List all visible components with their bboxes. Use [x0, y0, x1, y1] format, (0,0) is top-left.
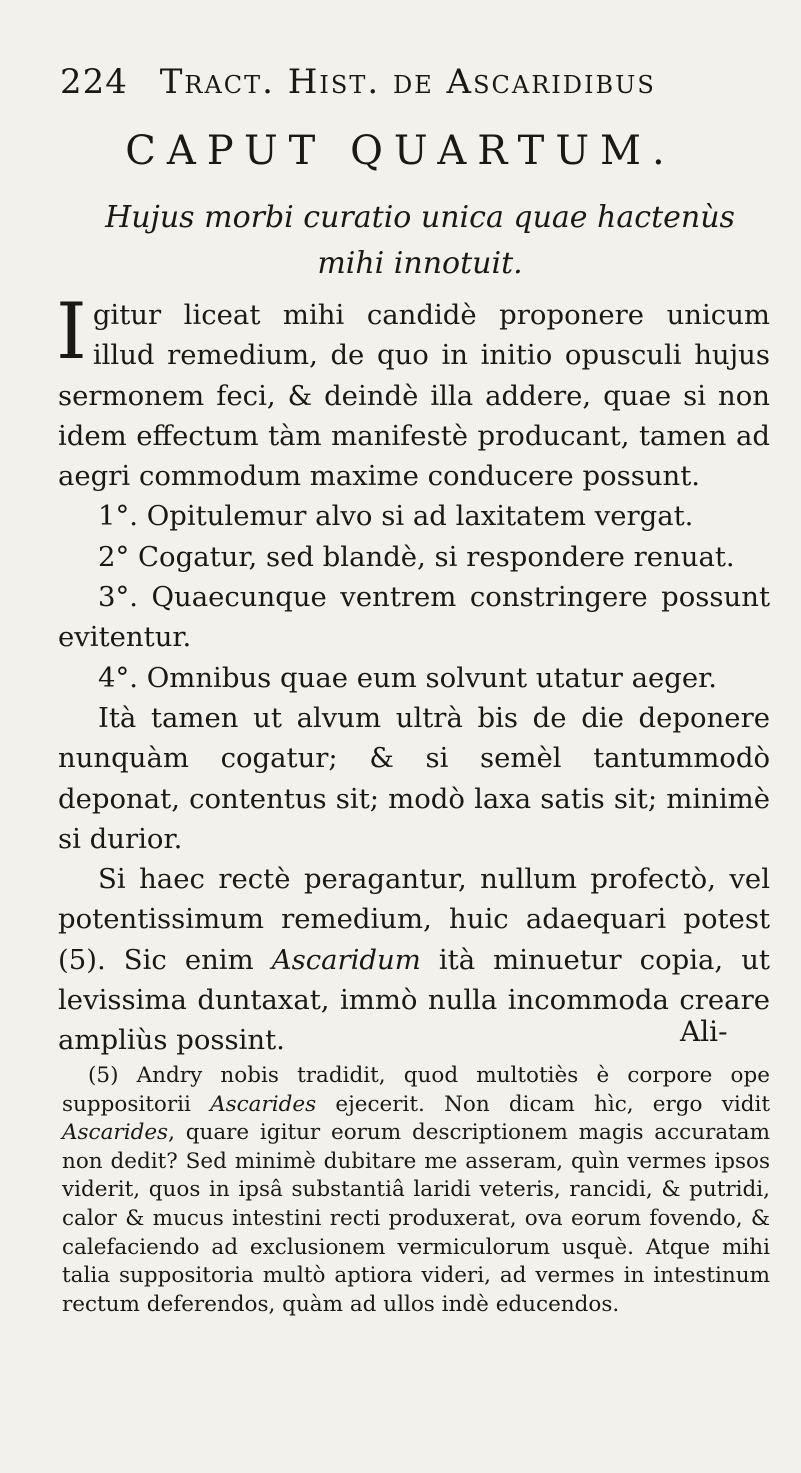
chapter-subtitle: Hujus morbi curatio unica quae hactenùs mihi innotuit.	[105, 200, 735, 281]
footnote-part-c: , quare igitur eorum descriptionem magis accuratam non dedit? Sed minimè dubitare me asseram, quìn vermes ipsos viderit, quos in ipsâ substantiâ laridi veteris, rancidi, & putridi, calor & mucus intestini recti produxerat, ova eorum fovendo, & calefaciendo ad exclusionem vermiculorum usquè. Atque mihi talia suppositoria multò aptiora videri, ad vermes in intestinum rectum deferendos, quàm ad ullos indè educendos.	[62, 1120, 770, 1317]
paragraph-intro-text: gitur liceat mihi candidè proponere unicum illud remedium, de quo in initio opusculi hujus sermonem feci, & deindè illa addere, quae si non idem effectum tàm manifestè producant, tamen ad aegri commodum maxime conducere possunt.	[58, 299, 770, 493]
footnote	[62, 1062, 770, 1319]
rule-2: 2° Cogatur, sed blandè, si respondere renuat.	[98, 540, 735, 573]
ascaridum-term: Ascaridum	[271, 943, 421, 976]
running-head-title: Tract. Hist. de Ascaridibus	[159, 62, 656, 102]
footnote-part-a: (5) Andry nobis tradidit, quod multotiès è corpore ope suppositorii	[62, 1063, 770, 1117]
body-text	[56, 287, 770, 1061]
paragraph-intro	[56, 287, 770, 496]
rule-4: 4°. Omnibus quae eum solvunt utatur aeger.	[98, 661, 717, 694]
running-head	[60, 62, 760, 102]
catchword: Ali-	[680, 1015, 728, 1048]
footnote-italic-ascarides-1: Ascarides	[210, 1091, 317, 1117]
paragraph-si-haec-b: ità minuetur copia, ut levissima duntaxat, immò nulla incommoda creare ampliùs possint.	[58, 943, 770, 1057]
footnote-part-b: ejecerit. Non dicam hìc, ergo vidit	[316, 1091, 770, 1117]
rule-3: 3°. Quaecunque ventrem constringere possunt evitentur.	[58, 581, 770, 654]
page-number: 224	[60, 62, 128, 102]
footnote-text	[62, 1062, 770, 1319]
paragraph-si-haec	[58, 859, 770, 1060]
chapter-title: CAPUT QUARTUM.	[125, 128, 676, 174]
drop-cap: I	[56, 287, 87, 377]
paragraph-ita: Ità tamen ut alvum ultrà bis de die deponere nunquàm cogatur; & si semèl tantummodò deponat, contentus sit; modò laxa satis sit; minimè si durior.	[58, 701, 770, 855]
rule-1: 1°. Opitulemur alvo si ad laxitatem vergat.	[98, 500, 694, 533]
footnote-italic-ascarides-2: Ascarides	[62, 1120, 169, 1146]
paragraph-si-haec-a: Si haec rectè peragantur, nullum profectò, vel potentissimum remedium, huic adaequari potest (5). Sic enim	[58, 863, 770, 976]
